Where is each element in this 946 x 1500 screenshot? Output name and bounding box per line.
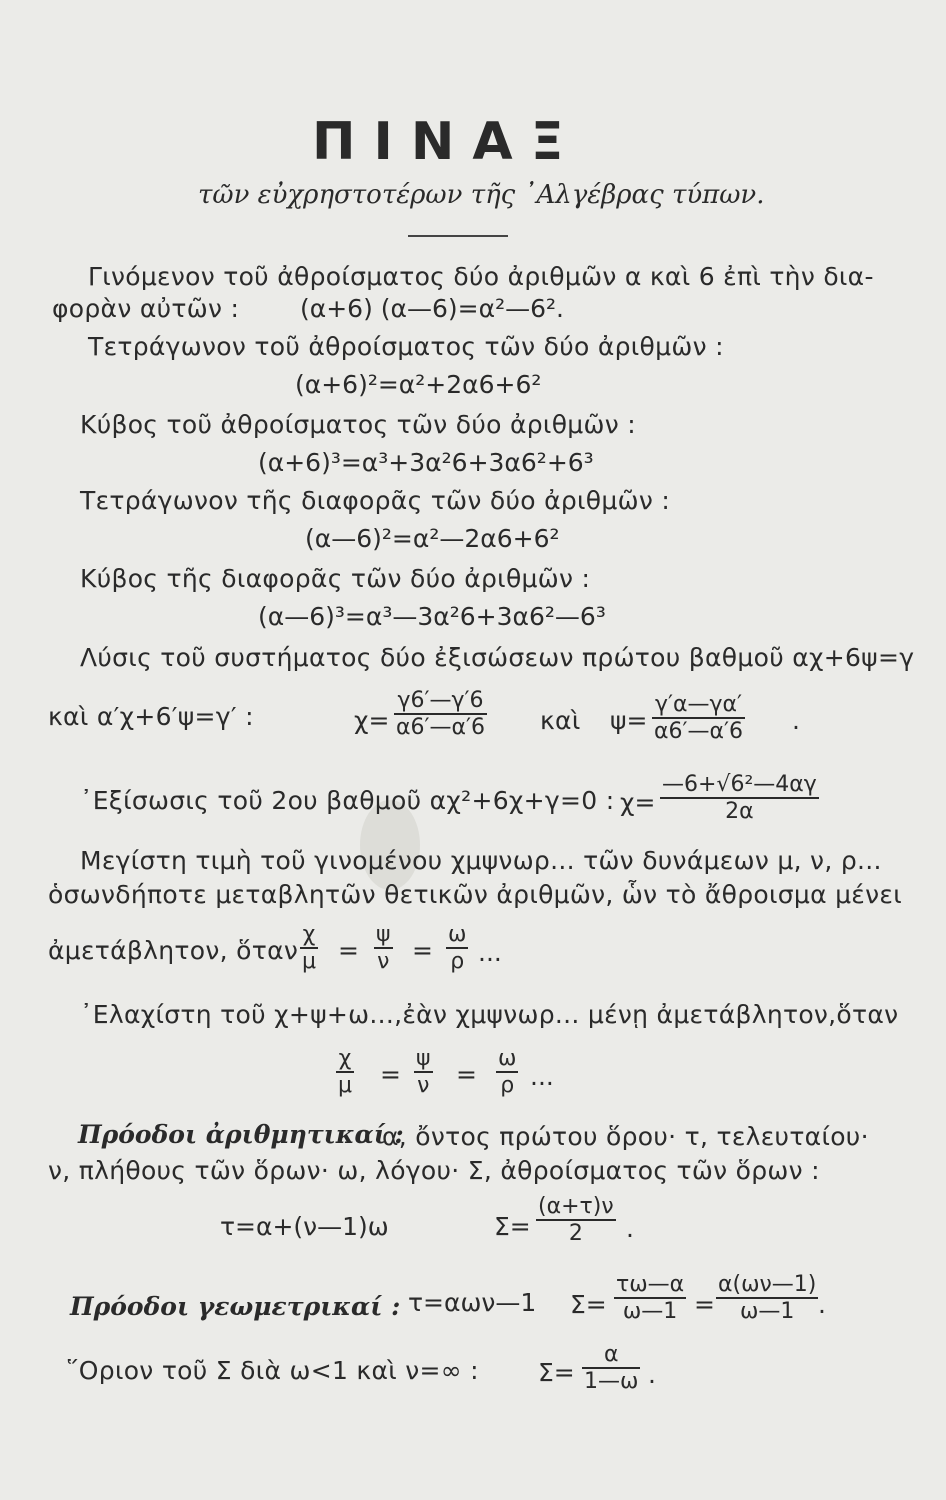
fraction-arith-sum <box>536 1194 616 1246</box>
title-divider <box>408 235 508 237</box>
period-mark-4: . <box>648 1360 656 1389</box>
ellipsis-1: ... <box>478 938 502 967</box>
text-line-5: Κύβος τοῦ ἀθροίσματος τῶν δύο ἀριθμῶν : <box>80 410 636 439</box>
ratio-nu: ν <box>377 949 390 974</box>
period-mark-3: . <box>818 1290 826 1319</box>
ratio2-nu: ν <box>417 1073 430 1098</box>
fraction-y-numerator: γ′α—γα′ <box>652 692 745 719</box>
page-subtitle: τῶν εὐχρηστοτέρων τῆς ᾿Αλγέβρας τύπων. <box>198 180 765 210</box>
fraction-limit-sum <box>582 1342 640 1394</box>
fraction-x-denominator: α6′—α′6 <box>396 715 485 740</box>
fraction-geom-2-numerator: α(ων—1) <box>718 1272 817 1297</box>
text-line-19: ν, πλήθους τῶν ὅρων· ω, λόγου· Σ, ἀθροίσματος τῶν ὅρων : <box>48 1156 820 1185</box>
formula-product: (α+6) (α—6)=α²—6². <box>300 294 565 323</box>
x-equals-label: χ= <box>354 706 390 735</box>
equals-sign-1: = <box>338 936 359 965</box>
formula-square-sum: (α+6)²=α²+2α6+6² <box>295 370 542 399</box>
text-line-22: ῞Οριον τοῦ Σ διὰ ω<1 καὶ ν=∞ : <box>66 1356 479 1385</box>
fraction-x-numerator: γ6′—γ′6 <box>394 688 487 715</box>
text-line-2a: φορὰν αὐτῶν : <box>52 294 240 323</box>
ratio2-mu: μ <box>338 1073 352 1098</box>
arithmetic-progression-heading: Πρόοδοι ἀριθμητικαί : <box>78 1120 404 1149</box>
ratio-rho: ρ <box>450 949 465 974</box>
fraction-y-solution <box>652 692 745 744</box>
formula-cube-sum: (α+6)³=α³+3α²6+3α6²+6³ <box>258 448 594 477</box>
geometric-progression-heading: Πρόοδοι γεωμετρικαί : <box>70 1292 401 1321</box>
ratio2-omega: ω <box>498 1046 517 1071</box>
page-title: ΠΙΝΑΞ <box>312 112 582 172</box>
text-line-17: ᾿Ελαχίστη τοῦ χ+ψ+ω...,ἐὰν χμψνωρ... μένῃ ἀμετάβλητον,ὅταν <box>80 1000 899 1029</box>
text-line-15: ὁσωνδήποτε μεταβλητῶν θετικῶν ἀριθμῶν, ὧν τὸ ἄθροισμα μένει <box>48 880 902 909</box>
quadratic-x-equals: χ= <box>620 788 656 817</box>
fraction-geom-1-denominator: ω—1 <box>622 1299 678 1324</box>
formula-cube-diff: (α—6)³=α³—3α²6+3α6²—6³ <box>258 602 606 631</box>
period-mark-2: . <box>626 1214 634 1243</box>
text-line-7: Τετράγωνον τῆς διαφορᾶς τῶν δύο ἀριθμῶν : <box>80 486 671 515</box>
geom-sum-label: Σ= <box>570 1290 607 1319</box>
ellipsis-2: ... <box>530 1062 554 1091</box>
ratio2-rho: ρ <box>500 1073 515 1098</box>
equals-sign-5: = <box>694 1290 715 1319</box>
formula-geometric-term: τ=αων—1 <box>408 1288 537 1317</box>
text-line-1: Γινόμενον τοῦ ἀθροίσματος δύο ἀριθμῶν α καὶ 6 ἐπὶ τὴν δια- <box>88 262 874 291</box>
fraction-geom-2-denominator: ω—1 <box>739 1299 795 1324</box>
fraction-x-solution <box>394 688 487 740</box>
ratio2-omega-rho <box>496 1046 518 1098</box>
fraction-quadratic-denominator: 2α <box>725 799 754 824</box>
fraction-quadratic <box>660 772 819 824</box>
and-label: καὶ <box>540 706 581 735</box>
period-mark: . <box>792 706 800 735</box>
fraction-geom-sum-1 <box>614 1272 686 1324</box>
text-line-14: Μεγίστη τιμὴ τοῦ γινομένου χμψνωρ... τῶν δυνάμεων μ, ν, ρ... <box>80 846 882 875</box>
fraction-geom-sum-2 <box>716 1272 818 1324</box>
fraction-arith-sum-denominator: 2 <box>568 1221 583 1246</box>
y-equals-label: ψ= <box>610 706 648 735</box>
ratio2-chi-mu <box>336 1046 354 1098</box>
text-line-12: καὶ α′χ+6′ψ=γ′ : <box>48 702 254 731</box>
formula-last-term: τ=α+(ν—1)ω <box>220 1212 389 1241</box>
ratio-chi: χ <box>300 922 318 949</box>
fraction-arith-sum-numerator: (α+τ)ν <box>538 1194 614 1219</box>
ratio-omega-rho <box>446 922 468 974</box>
ratio-omega: ω <box>448 922 467 947</box>
arith-sum-label: Σ= <box>494 1212 531 1241</box>
equals-sign-4: = <box>456 1060 477 1089</box>
fraction-geom-1-numerator: τω—α <box>616 1272 685 1297</box>
limit-sum-label: Σ= <box>538 1358 575 1387</box>
ratio2-psi: ψ <box>416 1046 431 1071</box>
fraction-quadratic-numerator: —6+√6²—4αγ <box>662 772 817 797</box>
formula-square-diff: (α—6)²=α²—2α6+6² <box>305 524 560 553</box>
ratio-chi-mu <box>300 922 318 974</box>
ratio-mu: μ <box>302 949 316 974</box>
ratio-psi: ψ <box>376 922 391 947</box>
text-line-9: Κύβος τῆς διαφορᾶς τῶν δύο ἀριθμῶν : <box>80 564 591 593</box>
fraction-limit-numerator: α <box>582 1342 640 1369</box>
ratio2-psi-nu <box>414 1046 433 1098</box>
equals-sign-2: = <box>412 936 433 965</box>
fraction-limit-denominator: 1—ω <box>584 1369 639 1394</box>
equals-sign-3: = <box>380 1060 401 1089</box>
text-line-16: ἀμετάβλητον, ὅταν <box>48 936 299 965</box>
ratio2-chi: χ <box>336 1046 354 1073</box>
text-line-18: α, ὄντος πρώτου ὅρου· τ, τελευταίου· <box>382 1122 869 1151</box>
fraction-y-denominator: α6′—α′6 <box>654 719 743 744</box>
ratio-psi-nu <box>374 922 393 974</box>
text-line-13: ᾿Εξίσωσις τοῦ 2ου βαθμοῦ αχ²+6χ+γ=0 : <box>80 786 615 815</box>
text-line-3: Τετράγωνον τοῦ ἀθροίσματος τῶν δύο ἀριθμῶν : <box>88 332 724 361</box>
text-line-11: Λύσις τοῦ συστήματος δύο ἐξισώσεων πρώτου βαθμοῦ αχ+6ψ=γ <box>80 643 915 672</box>
